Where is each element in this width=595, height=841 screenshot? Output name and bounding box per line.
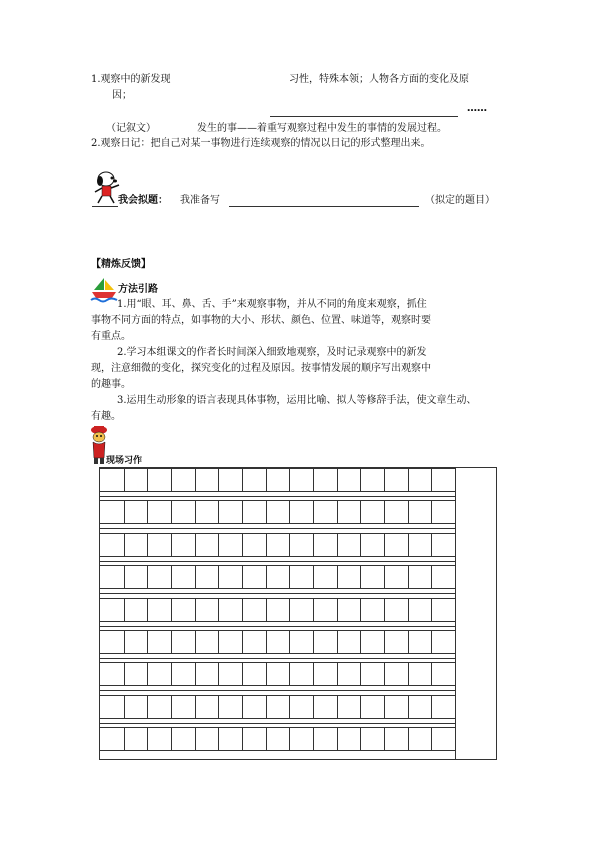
grid-cell-divider: [171, 534, 172, 556]
grid-cell-divider: [195, 501, 196, 523]
item1-mid: 习性，特殊本领；人物各方面的变化及原: [289, 74, 469, 85]
grid-cell-divider: [195, 663, 196, 685]
grid-cell-divider: [337, 663, 338, 685]
grid-cell-divider: [171, 696, 172, 718]
grid-cell-divider: [242, 631, 243, 653]
grid-cell-divider: [218, 696, 219, 718]
grid-cell-divider: [266, 663, 267, 685]
grid-row[interactable]: [100, 662, 455, 686]
grid-cell-divider: [195, 599, 196, 621]
p2-line1: 2.学习本组课文的作者长时间深入细致地观察，及时记录观察中的新发: [117, 347, 427, 358]
narrative-label: （记叙文）: [106, 123, 156, 134]
p3-line2: 有趣。: [91, 411, 121, 422]
grid-cell-divider: [431, 469, 432, 491]
grid-cell-divider: [147, 631, 148, 653]
grid-row[interactable]: [100, 598, 455, 622]
grid-cell-divider: [289, 501, 290, 523]
grid-cell-divider: [337, 534, 338, 556]
grid-row[interactable]: [100, 630, 455, 654]
grid-cell-divider: [242, 469, 243, 491]
grid-cell-divider: [242, 663, 243, 685]
grid-cell-divider: [289, 599, 290, 621]
grid-cell-divider: [360, 728, 361, 750]
grid-gap-line: [100, 496, 455, 497]
grid-cell-divider: [431, 599, 432, 621]
grid-gap-line: [100, 658, 455, 659]
grid-cell-divider: [431, 728, 432, 750]
grid-cell-divider: [337, 566, 338, 588]
grid-cell-divider: [171, 631, 172, 653]
grid-cell-divider: [384, 728, 385, 750]
grid-cell-divider: [195, 696, 196, 718]
grid-cell-divider: [124, 696, 125, 718]
grid-row[interactable]: [100, 565, 455, 589]
grid-row[interactable]: [100, 500, 455, 524]
grid-cell-divider: [384, 631, 385, 653]
p1-line1: 1.用“眼、耳、鼻、舌、手”来观察事物，并从不同的角度来观察，抓住: [117, 299, 427, 310]
grid-cell-divider: [147, 599, 148, 621]
grid-cell-divider: [408, 728, 409, 750]
grid-cell-divider: [431, 631, 432, 653]
grid-cell-divider: [360, 469, 361, 491]
grid-cell-divider: [337, 696, 338, 718]
grid-cell-divider: [408, 501, 409, 523]
item1-label: 1.观察中的新发现: [91, 74, 171, 85]
grid-cell-divider: [266, 469, 267, 491]
grid-cell-divider: [195, 534, 196, 556]
grid-cell-divider: [360, 566, 361, 588]
grid-cell-divider: [266, 696, 267, 718]
grid-cell-divider: [289, 469, 290, 491]
grid-cell-divider: [337, 501, 338, 523]
grid-cell-divider: [431, 696, 432, 718]
grid-cell-divider: [218, 566, 219, 588]
grid-cell-divider: [313, 728, 314, 750]
item1-cont: 因；: [112, 90, 132, 101]
grid-cell-divider: [171, 728, 172, 750]
grid-cell-divider: [408, 663, 409, 685]
grid-row[interactable]: [100, 533, 455, 557]
grid-cell-divider: [360, 501, 361, 523]
prompt-suffix: （拟定的题目）: [425, 195, 495, 206]
title-blank: [229, 206, 419, 207]
p1-line3: 有重点。: [91, 331, 131, 342]
grid-cell-divider: [384, 663, 385, 685]
item2: 2.观察日记：把自己对某一事物进行连续观察的情况以日记的形式整理出来。: [91, 138, 431, 149]
grid-cell-divider: [431, 501, 432, 523]
grid-cell-divider: [124, 501, 125, 523]
grid-cell-divider: [289, 534, 290, 556]
grid-cell-divider: [360, 663, 361, 685]
grid-cell-divider: [147, 566, 148, 588]
grid-cell-divider: [266, 728, 267, 750]
grid-cell-divider: [195, 469, 196, 491]
grid-cell-divider: [289, 663, 290, 685]
grid-cell-divider: [313, 566, 314, 588]
prompt-label: 我会拟题：: [118, 195, 168, 206]
grid-cell-divider: [266, 631, 267, 653]
grid-cell-divider: [337, 469, 338, 491]
grid-cell-divider: [124, 534, 125, 556]
grid-row[interactable]: [100, 695, 455, 719]
grid-cell-divider: [337, 599, 338, 621]
grid-cell-divider: [242, 534, 243, 556]
ellipsis: ……: [467, 103, 487, 114]
grid-cell-divider: [431, 663, 432, 685]
grid-cell-divider: [384, 599, 385, 621]
grid-cell-divider: [218, 469, 219, 491]
grid-cell-divider: [313, 599, 314, 621]
grid-cell-divider: [218, 599, 219, 621]
grid-cell-divider: [360, 534, 361, 556]
grid-row[interactable]: [100, 468, 455, 492]
grid-cell-divider: [195, 566, 196, 588]
grid-cell-divider: [124, 728, 125, 750]
grid-cell-divider: [408, 566, 409, 588]
grid-cell-divider: [147, 501, 148, 523]
grid-cell-divider: [431, 566, 432, 588]
grid-cell-divider: [408, 469, 409, 491]
grid-cell-divider: [124, 631, 125, 653]
grid-cell-divider: [360, 599, 361, 621]
grid-cell-divider: [242, 599, 243, 621]
grid-cell-divider: [124, 663, 125, 685]
grid-cell-divider: [242, 696, 243, 718]
grid-cell-divider: [384, 501, 385, 523]
grid-row[interactable]: [100, 727, 455, 751]
grid-cell-divider: [195, 631, 196, 653]
grid-cell-divider: [313, 534, 314, 556]
p1-line2: 事物不同方面的特点，如事物的大小、形状、颜色、位置、味道等，观察时要: [91, 315, 431, 326]
feedback-heading: 【精炼反馈】: [91, 259, 151, 270]
writing-grid[interactable]: [99, 467, 497, 760]
grid-cell-divider: [218, 663, 219, 685]
grid-cell-divider: [147, 534, 148, 556]
grid-cell-divider: [171, 599, 172, 621]
grid-cell-divider: [171, 469, 172, 491]
grid-cell-divider: [242, 566, 243, 588]
boat-icon: [90, 276, 118, 304]
grid-right-box-divider: [455, 468, 456, 759]
p2-line3: 的趣事。: [91, 379, 131, 390]
grid-cell-divider: [289, 696, 290, 718]
grid-cell-divider: [266, 501, 267, 523]
grid-cell-divider: [337, 631, 338, 653]
grid-cell-divider: [171, 566, 172, 588]
practice-heading: 现场习作: [106, 456, 143, 466]
grid-cell-divider: [218, 631, 219, 653]
grid-gap-line: [100, 561, 455, 562]
grid-cell-divider: [266, 534, 267, 556]
grid-gap-line: [100, 593, 455, 594]
grid-cell-divider: [360, 696, 361, 718]
grid-cell-divider: [147, 728, 148, 750]
grid-cell-divider: [218, 501, 219, 523]
grid-gap-line: [100, 626, 455, 627]
grid-cell-divider: [431, 534, 432, 556]
grid-cell-divider: [408, 696, 409, 718]
grid-cell-divider: [313, 696, 314, 718]
grid-cell-divider: [242, 728, 243, 750]
grid-cell-divider: [360, 631, 361, 653]
grid-cell-divider: [266, 566, 267, 588]
grid-cell-divider: [384, 534, 385, 556]
grid-cell-divider: [147, 469, 148, 491]
prompt-text: 我准备写: [180, 195, 220, 206]
grid-cell-divider: [408, 631, 409, 653]
grid-cell-divider: [124, 566, 125, 588]
grid-cell-divider: [313, 501, 314, 523]
grid-cell-divider: [171, 501, 172, 523]
grid-cell-divider: [408, 599, 409, 621]
grid-cell-divider: [147, 663, 148, 685]
grid-gap-line: [100, 690, 455, 691]
prompt-underline-left: [92, 206, 118, 207]
blank-line: [270, 116, 458, 117]
grid-cell-divider: [384, 566, 385, 588]
grid-cell-divider: [408, 534, 409, 556]
grid-cell-divider: [171, 663, 172, 685]
grid-cell-divider: [384, 469, 385, 491]
grid-cell-divider: [218, 728, 219, 750]
grid-cell-divider: [289, 566, 290, 588]
grid-cell-divider: [124, 599, 125, 621]
grid-gap-line: [100, 723, 455, 724]
grid-cell-divider: [337, 728, 338, 750]
grid-cell-divider: [242, 501, 243, 523]
p3-line1: 3.运用生动形象的语言表现具体事物，运用比喻、拟人等修辞手法，使文章生动、: [117, 395, 477, 406]
grid-cell-divider: [313, 663, 314, 685]
grid-cell-divider: [218, 534, 219, 556]
grid-cell-divider: [313, 631, 314, 653]
grid-cell-divider: [289, 631, 290, 653]
grid-cell-divider: [266, 599, 267, 621]
grid-cell-divider: [147, 696, 148, 718]
grid-cell-divider: [313, 469, 314, 491]
grid-cell-divider: [289, 728, 290, 750]
p2-line2: 现，注意细微的变化，探究变化的过程及原因。按事情发展的顺序写出观察中: [91, 363, 431, 374]
grid-cell-divider: [195, 728, 196, 750]
grid-gap-line: [100, 528, 455, 529]
method-heading: 方法引路: [118, 284, 158, 295]
narrative-text: 发生的事——着重写观察过程中发生的事情的发展过程。: [197, 123, 447, 134]
grid-cell-divider: [124, 469, 125, 491]
grid-cell-divider: [384, 696, 385, 718]
